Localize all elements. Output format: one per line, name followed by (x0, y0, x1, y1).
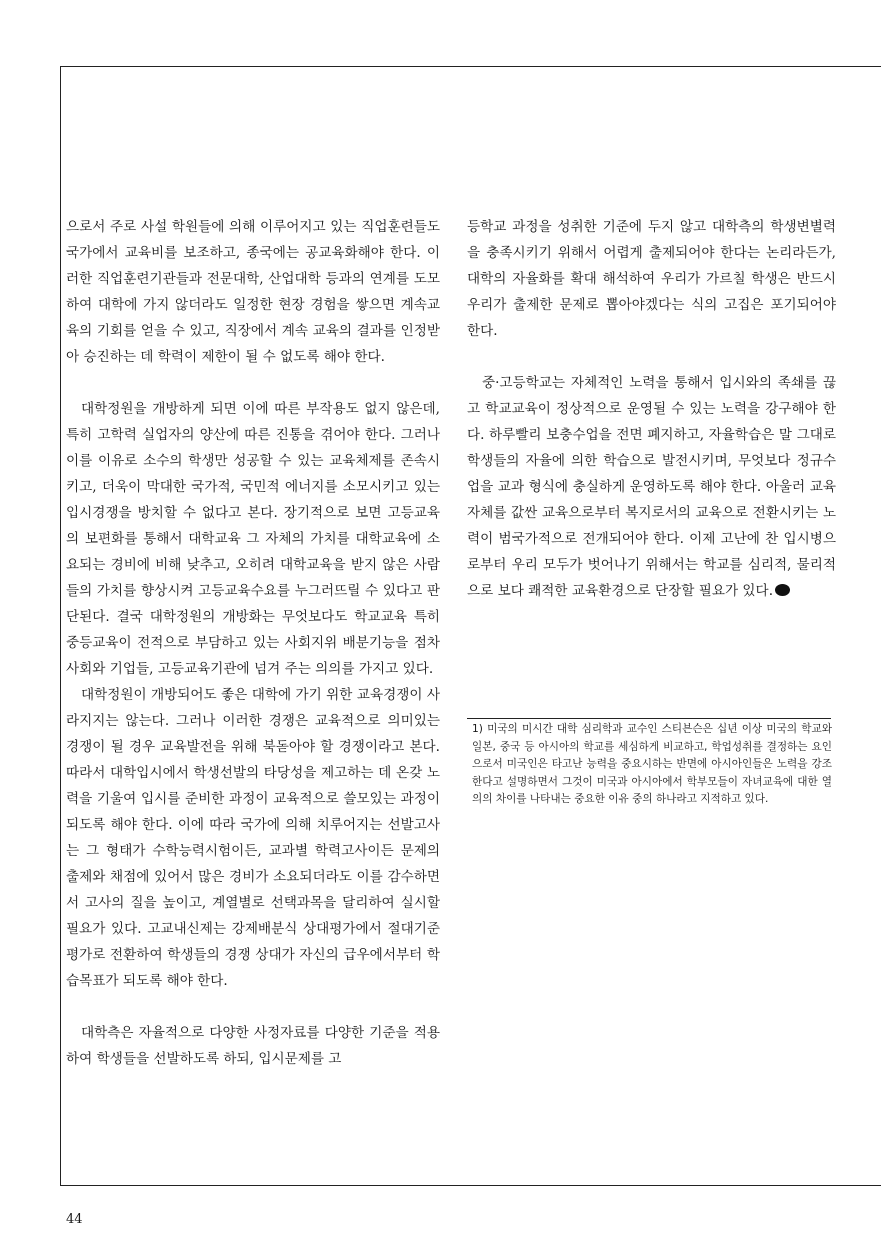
footnote: 1) 미국의 미시간 대학 심리학과 교수인 스티븐슨은 십년 이상 미국의 학교와 일본, 중국 등 아시아의 학교를 세심하게 비교하고, 학업성취를 결정하는 요인으로서 미국인은 타고난 능력을 중요시하는 반면에 아시아인들은 노력을 강조한다고 설명하면서 그것이 미국과 아시아에서 학부모들이 자녀교육에 대한 열의의 차이를 나타내는 중요한 이유 중의 하나라고 지적하고 있다. (472, 723, 832, 805)
page-frame-left-rule (60, 66, 61, 1185)
right-paragraph-2-text: 중·고등학교는 자체적인 노력을 통해서 입시와의 족쇄를 끊고 학교교육이 정상적으로 운영될 수 있는 노력을 강구해야 한다. 하루빨리 보충수업을 전면 폐지하고, 자율학습은 말 그대로 학생들의 자율에 의한 학습으로 발전시키며, 무엇보다 정규수업을 교과 형식에 충실하게 운영하도록 해야 한다. 아울러 교육자체를 값싼 교육으로부터 복지로서의 교육으로 전환시키는 노력이 범국가적으로 전개되어야 한다. 이제 고난에 찬 입시병으로부터 우리 모두가 벗어나기 위해서는 학교를 심리적, 물리적으로 보다 쾌적한 교육환경으로 단장할 필요가 있다. (467, 375, 836, 599)
right-column (467, 214, 836, 604)
page-number: 44 (66, 1212, 83, 1227)
left-column (66, 214, 440, 1072)
page-frame-top-rule (60, 66, 881, 67)
left-paragraph-3: 대학정원이 개방되어도 좋은 대학에 가기 위한 교육경쟁이 사라지지는 않는다. 그러나 이러한 경쟁은 교육적으로 의미있는 경쟁이 될 경우 교육발전을 위해 북돋아야 할 경쟁이라고 본다. 따라서 대학입시에서 학생선발의 타당성을 제고하는 데 온갖 노력을 기울여 입시를 준비한 과정이 교육적으로 쓸모있는 과정이 되도록 해야 한다. 이에 따라 국가에 의해 치루어지는 선발고사는 그 형태가 수학능력시험이든, 교과별 학력고사이든 문제의 출제와 채점에 있어서 많은 경비가 소요되더라도 이를 감수하면서 고사의 질을 높이고, 계열별로 선택과목을 달리하여 실시할 필요가 있다. 고교내신제는 강제배분식 상대평가에서 절대기준평가로 전환하여 학생들의 경쟁 상대가 자신의 급우에서부터 학습목표가 되도록 해야 한다. (66, 687, 440, 989)
page-frame-bottom-rule (60, 1185, 881, 1186)
right-paragraph-2 (467, 370, 836, 604)
left-paragraph-2: 대학정원을 개방하게 되면 이에 따른 부작용도 없지 않은데, 특히 고학력 실업자의 양산에 따른 진통을 겪어야 한다. 그러나 이를 이유로 소수의 학생만 성공할 수 있는 교육체제를 존속시키고, 더욱이 막대한 국가적, 국민적 에너지를 소모시키고 있는 입시경쟁을 방치할 수 없다고 본다. 장기적으로 보면 고등교육의 보편화를 통해서 대학교육 그 자체의 가치를 대학교육에 소요되는 경비에 비해 낮추고, 오히려 대학교육을 받지 않은 사람들의 가치를 향상시켜 고등교육수요를 누그러뜨릴 수 있다고 판단된다. 결국 대학정원의 개방화는 무엇보다도 학교교육 특히 중등교육이 전적으로 부담하고 있는 사회지위 배분기능을 점차 사회와 기업들, 고등교육기관에 넘겨 주는 의의를 가지고 있다. (66, 401, 440, 677)
right-paragraph-1: 등학교 과정을 성취한 기준에 두지 않고 대학측의 학생변별력을 충족시키기 위해서 어렵게 출제되어야 한다는 논리라든가, 대학의 자율화를 확대 해석하여 우리가 가르칠 학생은 반드시 우리가 출제한 문제로 뽑아야겠다는 식의 고집은 포기되어야 한다. (467, 219, 836, 339)
end-mark-icon (775, 584, 790, 596)
footnote-divider (467, 718, 831, 719)
left-paragraph-1: 으로서 주로 사설 학원들에 의해 이루어지고 있는 직업훈련들도 국가에서 교육비를 보조하고, 종국에는 공교육화해야 한다. 이러한 직업훈련기관들과 전문대학, 산업대학 등과의 연계를 도모하여 대학에 가지 않더라도 일정한 현장 경험을 쌓으면 계속교육의 기회를 얻을 수 있고, 직장에서 계속 교육의 결과를 인정받아 승진하는 데 학력이 제한이 될 수 없도록 해야 한다. (66, 219, 440, 365)
left-paragraph-4: 대학측은 자율적으로 다양한 사정자료를 다양한 기준을 적용하여 학생들을 선발하도록 하되, 입시문제를 고 (66, 1025, 440, 1067)
